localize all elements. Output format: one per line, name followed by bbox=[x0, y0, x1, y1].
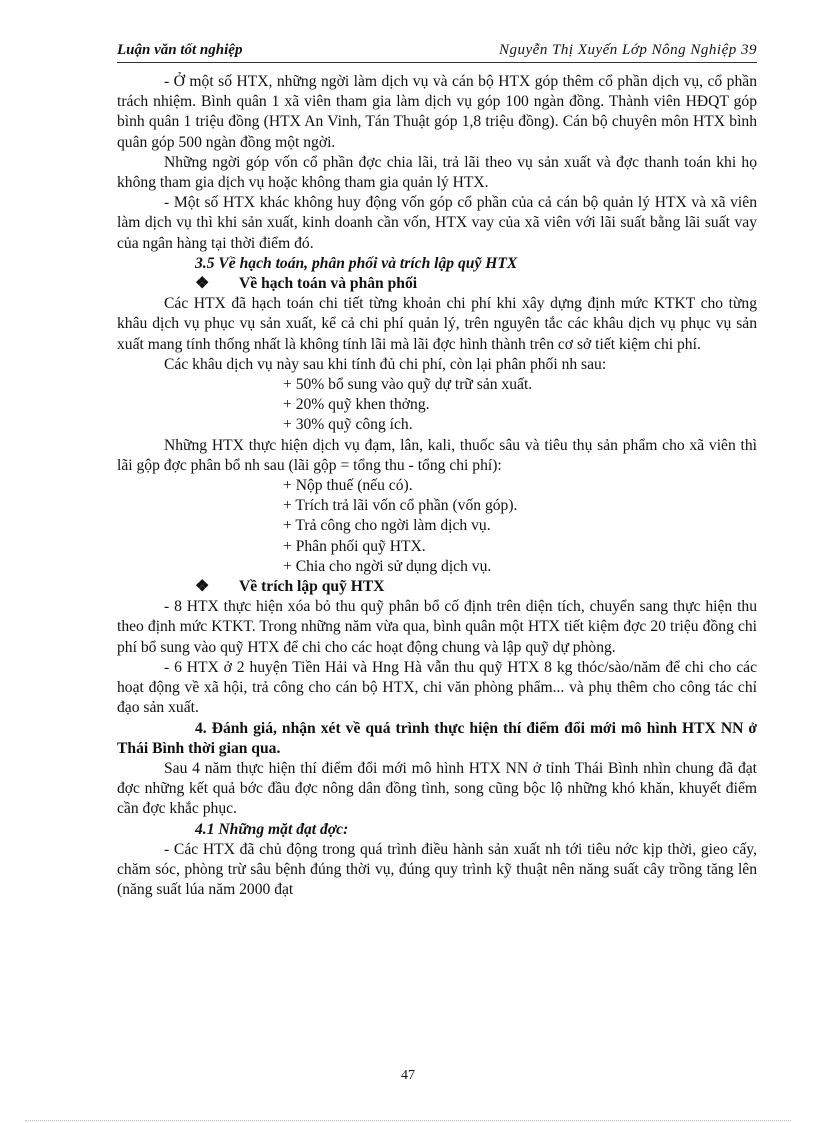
distribution-list bbox=[117, 375, 757, 436]
list-item: + 30% quỹ công ích. bbox=[283, 416, 413, 434]
list-item: + 50% bổ sung vào quỹ dự trữ sản xuất. bbox=[283, 376, 533, 394]
paragraph: - Ở một số HTX, những ngời làm dịch vụ và cán bộ HTX góp thêm cổ phần dịch vụ, cổ phần trách nhiệm. Bình quân 1 xã viên tham gia làm dịch vụ góp 100 ngàn đồng. Thành viên HĐQT góp bình quân 1 triệu đồng (HTX An Vinh, Tán Thuật góp 1,8 triệu đồng). Cán bộ chuyên môn HTX bình quân góp 500 ngàn đồng một ngời. bbox=[117, 73, 757, 151]
paragraph: - Một số HTX khác không huy động vốn góp cổ phần của cả cán bộ quản lý HTX và xã viên làm dịch vụ thì khi sản xuất, kinh doanh cần vốn, HTX vay của xã viên với lãi suất bằng lãi suất vay của ngân hàng tại thời điểm đó. bbox=[117, 194, 757, 252]
header-thesis-title: Luận văn tốt nghiệp bbox=[117, 42, 243, 58]
diamond-bullet-icon: ❖ bbox=[195, 578, 210, 596]
diamond-bullet-icon: ❖ bbox=[195, 275, 210, 293]
subsection-title: Về trích lập quỹ HTX bbox=[239, 578, 385, 596]
section-heading-4-1: 4.1 Những mặt đạt đợc: bbox=[195, 820, 349, 838]
paragraph: - 8 HTX thực hiện xóa bỏ thu quỹ phân bổ cố định trên diện tích, chuyển sang thực hiện thu theo định mức KTKT. Trong những năm vừa qua, bình quân một HTX tiết kiệm đợc 20 triệu đồng chi phí bổ sung vào quỹ HTX để chi cho các hoạt động chung và lập quỹ dự phòng. bbox=[117, 598, 757, 656]
header-author-class: Nguyễn Thị Xuyến Lớp Nông Nghiệp 39 bbox=[499, 42, 757, 58]
subsection-title: Về hạch toán và phân phối bbox=[239, 275, 418, 293]
header-divider bbox=[117, 62, 757, 63]
paragraph: Những ngời góp vốn cổ phần đợc chia lãi, trả lãi theo vụ sản xuất và đợc thanh toán khi họ không tham gia dịch vụ hoặc không tham gia quản lý HTX. bbox=[117, 153, 757, 192]
paragraph: Những HTX thực hiện dịch vụ đạm, lân, kali, thuốc sâu và tiêu thụ sản phẩm cho xã viên thì lãi gộp đợc phân bổ nh sau (lãi gộp = tổng thu - tổng chi phí): bbox=[117, 436, 757, 474]
paragraph: Các khâu dịch vụ này sau khi tính đủ chi phí, còn lại phân phối nh sau: bbox=[164, 355, 607, 373]
allocation-list bbox=[117, 476, 757, 577]
list-item: + Phân phối quỹ HTX. bbox=[283, 537, 426, 555]
page-header bbox=[117, 38, 757, 62]
document-body bbox=[117, 72, 757, 900]
list-item: + Trả công cho ngời làm dịch vụ. bbox=[283, 517, 491, 535]
list-item: + Trích trả lãi vốn cổ phần (vốn góp). bbox=[283, 497, 518, 515]
list-item: + Chia cho ngời sử dụng dịch vụ. bbox=[283, 557, 492, 575]
paragraph: - Các HTX đã chủ động trong quá trình điều hành sản xuất nh tới tiêu nớc kịp thời, gieo cấy, chăm sóc, phòng trừ sâu bệnh đúng thời vụ, đúng quy trình kỹ thuật nên năng suất cây trồng tăng lên (năng suất lúa năm 2000 đạt bbox=[117, 840, 757, 899]
paragraph: - 6 HTX ở 2 huyện Tiền Hải và Hng Hà vẫn thu quỹ HTX 8 kg thóc/sào/năm để chi cho các hoạt động về xã hội, trả công cho cán bộ HTX, chi văn phòng phẩm... và phụ thêm cho công tác chỉ đạo sản xuất. bbox=[117, 658, 757, 717]
list-item: + 20% quỹ khen thởng. bbox=[283, 396, 430, 414]
section-heading-4: 4. Đánh giá, nhận xét về quá trình thực hiện thí điểm đổi mới mô hình HTX NN ở Thái Bình thời gian qua. bbox=[117, 719, 757, 757]
section-heading-3-5: 3.5 Về hạch toán, phân phối và trích lập quỹ HTX bbox=[195, 254, 518, 272]
page-number: 47 bbox=[401, 1068, 415, 1083]
footer-divider bbox=[25, 1120, 791, 1121]
subsection-heading bbox=[117, 274, 757, 294]
subsection-heading bbox=[117, 577, 757, 597]
paragraph: Các HTX đã hạch toán chi tiết từng khoản chi phí khi xây dựng định mức KTKT cho từng khâu dịch vụ phục vụ sản xuất, kể cả chi phí quản lý, trên nguyên tắc các khâu dịch vụ phục vụ sản xuất mang tính thống nhất là không tính lãi mà lãi đợc hình thành trên cơ sở tiết kiệm chi phí. bbox=[117, 295, 757, 353]
paragraph: Sau 4 năm thực hiện thí điểm đổi mới mô hình HTX NN ở tỉnh Thái Bình nhìn chung đã đạt đợc những kết quả bớc đầu đợc nông dân đồng tình, song cũng bộc lộ những khó khăn, khuyết điểm cần đợc khắc phục. bbox=[117, 759, 757, 818]
list-item: + Nộp thuế (nếu có). bbox=[283, 477, 413, 495]
